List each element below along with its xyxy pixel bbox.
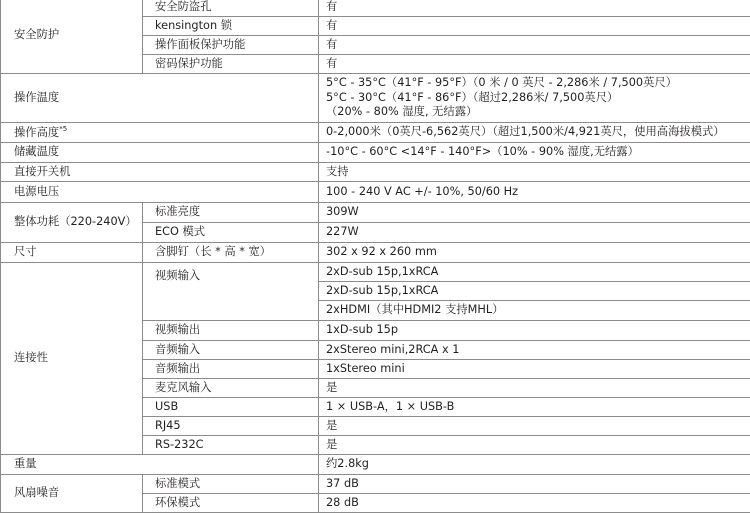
operating-altitude-label xyxy=(1,123,319,143)
power-consumption-item: 标准亮度 xyxy=(143,203,319,223)
operating-temp-value xyxy=(319,74,750,123)
connectivity-label: 连接性 xyxy=(1,263,143,455)
connectivity-value: 是 xyxy=(319,379,750,398)
table-row xyxy=(1,123,750,143)
operating-temp-line: 5°C - 30°C（41°F - 86°F）（超过2,286米/ 7,500英尺） xyxy=(326,91,750,105)
security-item: kensington 锁 xyxy=(143,17,319,36)
security-value: 有 xyxy=(319,55,750,74)
power-consumption-value: 309W xyxy=(319,203,750,223)
fan-noise-label: 风扇噪音 xyxy=(1,475,143,513)
operating-temp-line: 5°C - 35°C（41°F - 95°F）（0 米 / 0 英尺 - 2,286米 / 7,500英尺） xyxy=(326,76,750,90)
security-value: 有 xyxy=(319,17,750,36)
connectivity-value: 1 × USB-A，1 × USB-B xyxy=(319,398,750,417)
connectivity-item: 音频输出 xyxy=(143,360,319,379)
connectivity-item: RS-232C xyxy=(143,436,319,455)
security-value: 有 xyxy=(319,0,750,17)
storage-temp-value: -10°C - 60°C <14°F - 140°F>（10% - 90% 湿度,无结露） xyxy=(319,143,750,163)
connectivity-value: 是 xyxy=(319,436,750,455)
direct-power-label: 直接开关机 xyxy=(1,163,319,182)
operating-temp-label: 操作温度 xyxy=(1,74,319,123)
storage-temp-label: 储藏温度 xyxy=(1,143,319,163)
connectivity-value: 2xStereo mini,2RCA x 1 xyxy=(319,341,750,360)
power-voltage-label: 电源电压 xyxy=(1,182,319,203)
video-input-value: 2xD-sub 15p,1xRCA xyxy=(319,263,750,282)
connectivity-item: 视频输出 xyxy=(143,321,319,341)
table-row xyxy=(1,455,750,475)
power-consumption-item: ECO 模式 xyxy=(143,223,319,243)
table-row xyxy=(1,263,750,282)
table-row xyxy=(1,243,750,263)
fan-noise-item: 标准模式 xyxy=(143,475,319,494)
connectivity-item: RJ45 xyxy=(143,417,319,436)
operating-altitude-value: 0-2,000米（0英尺-6,562英尺）（超过1,500米/4,921英尺，使用高海拔模式） xyxy=(319,123,750,143)
security-item: 操作面板保护功能 xyxy=(143,36,319,55)
video-input-value: 2xHDMI（其中HDMI2 支持MHL） xyxy=(319,301,750,321)
dimensions-item: 含脚钉（长 * 高 * 宽） xyxy=(143,243,319,263)
video-input-value: 2xD-sub 15p,1xRCA xyxy=(319,282,750,301)
video-input-item: 视频输入 xyxy=(143,263,319,321)
table-row xyxy=(1,74,750,123)
footnote-marker: *5 xyxy=(59,125,67,133)
table-row xyxy=(1,182,750,203)
fan-noise-value: 37 dB xyxy=(319,475,750,494)
dimensions-value: 302 x 92 x 260 mm xyxy=(319,243,750,263)
table-row xyxy=(1,0,750,17)
table-row xyxy=(1,143,750,163)
connectivity-item: 麦克风输入 xyxy=(143,379,319,398)
connectivity-value: 是 xyxy=(319,417,750,436)
fan-noise-value: 28 dB xyxy=(319,494,750,513)
weight-label: 重量 xyxy=(1,455,319,475)
connectivity-item: USB xyxy=(143,398,319,417)
dimensions-label: 尺寸 xyxy=(1,243,143,263)
table-row xyxy=(1,475,750,494)
fan-noise-item: 环保模式 xyxy=(143,494,319,513)
table-row xyxy=(1,203,750,223)
power-voltage-value: 100 - 240 V AC +/- 10%, 50/60 Hz xyxy=(319,182,750,203)
power-consumption-label: 整体功耗（220-240V） xyxy=(1,203,143,243)
connectivity-value: 1xD-sub 15p xyxy=(319,321,750,341)
security-item: 密码保护功能 xyxy=(143,55,319,74)
security-label: 安全防护 xyxy=(1,0,143,74)
power-consumption-value: 227W xyxy=(319,223,750,243)
connectivity-item: 音频输入 xyxy=(143,341,319,360)
security-value: 有 xyxy=(319,36,750,55)
connectivity-value: 1xStereo mini xyxy=(319,360,750,379)
weight-value: 约2.8kg xyxy=(319,455,750,475)
security-item: 安全防盗孔 xyxy=(143,0,319,17)
table-row xyxy=(1,163,750,182)
operating-altitude-label-text: 操作高度 xyxy=(14,126,59,139)
operating-temp-line: （20% - 80% 湿度, 无结露） xyxy=(326,105,750,119)
direct-power-value: 支持 xyxy=(319,163,750,182)
